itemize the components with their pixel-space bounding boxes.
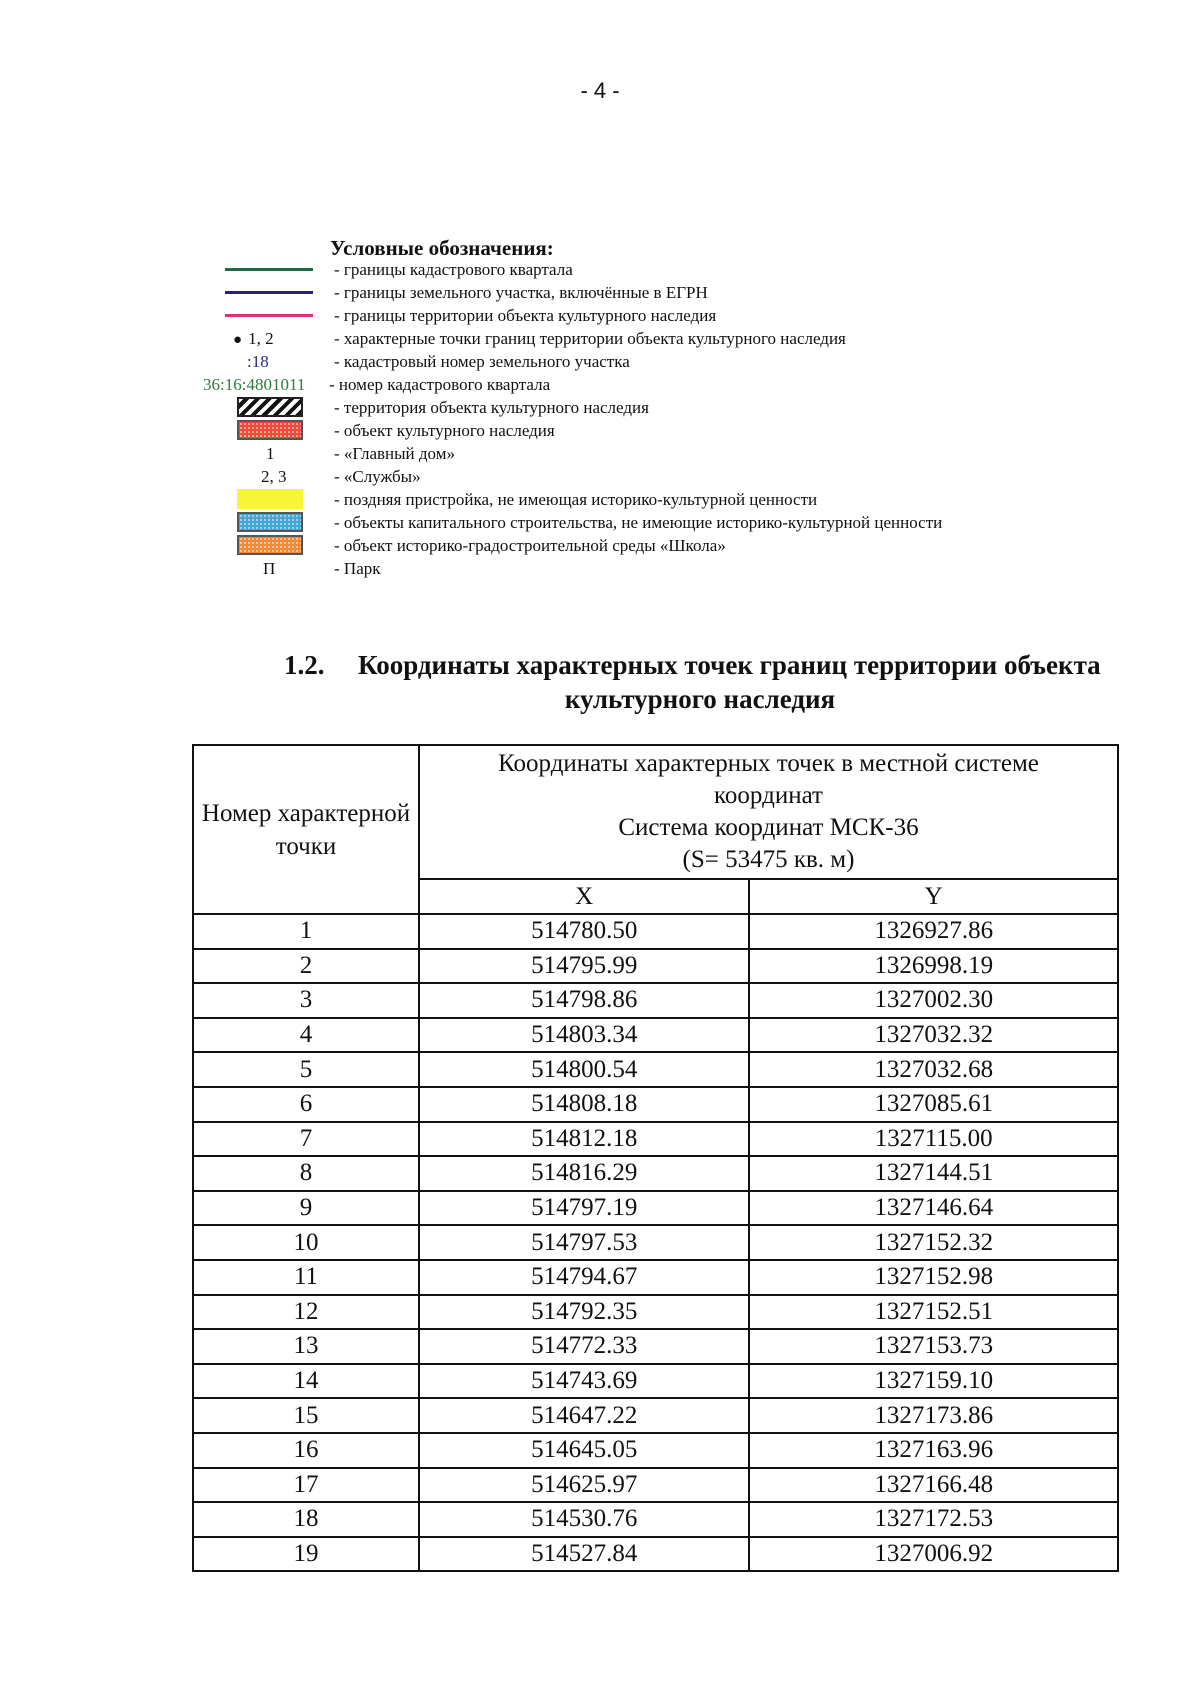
legend-title: Условные обозначения:	[330, 236, 554, 260]
legend-item	[0, 557, 1200, 580]
y-cell: 1327032.32	[749, 1018, 1118, 1053]
legend-text-symbol: 1	[266, 444, 275, 463]
x-cell: 514792.35	[419, 1295, 749, 1330]
legend-color-swatch	[237, 512, 303, 532]
header-line-1: Координаты характерных точек в местной системе	[498, 750, 1039, 777]
legend-item	[0, 373, 1200, 396]
y-cell: 1327006.92	[749, 1537, 1118, 1572]
x-cell: 514794.67	[419, 1260, 749, 1295]
y-cell: 1326927.86	[749, 914, 1118, 949]
y-cell: 1327172.53	[749, 1502, 1118, 1537]
section-title-line-2: культурного наследия	[564, 684, 836, 714]
table-row	[193, 1260, 1118, 1295]
point-number-cell: 2	[193, 949, 419, 984]
legend-text-symbol: 36:16:4801011	[203, 375, 306, 394]
point-number-cell: 3	[193, 983, 419, 1018]
point-number-cell: 9	[193, 1191, 419, 1226]
legend-point-symbol	[233, 327, 274, 352]
x-cell: 514625.97	[419, 1468, 749, 1503]
bullet-point-icon: ●	[233, 332, 243, 348]
x-cell: 514798.86	[419, 983, 749, 1018]
section-number: 1.2.	[284, 650, 325, 680]
y-cell: 1327115.00	[749, 1122, 1118, 1157]
y-cell: 1327153.73	[749, 1329, 1118, 1364]
point-number-cell: 13	[193, 1329, 419, 1364]
point-number-cell: 5	[193, 1052, 419, 1087]
point-number-cell: 7	[193, 1122, 419, 1157]
table-row	[193, 1156, 1118, 1191]
x-cell: 514527.84	[419, 1537, 749, 1572]
y-cell: 1327152.98	[749, 1260, 1118, 1295]
legend-description: - характерные точки границ территории объекта культурного наследия	[334, 329, 846, 348]
point-number-cell: 4	[193, 1018, 419, 1053]
legend-color-swatch	[237, 489, 303, 509]
legend-color-swatch	[237, 420, 303, 440]
legend-item	[0, 327, 1200, 350]
legend-description: - территория объекта культурного наследия	[334, 398, 649, 417]
y-cell: 1327144.51	[749, 1156, 1118, 1191]
header-x: X	[419, 879, 749, 914]
y-cell: 1327146.64	[749, 1191, 1118, 1226]
header-line-4: (S= 53475 кв. м)	[682, 846, 855, 873]
x-cell: 514797.53	[419, 1225, 749, 1260]
point-number-cell: 1	[193, 914, 419, 949]
legend-description: - объекты капитального строительства, не имеющие историко-культурной ценности	[334, 513, 943, 532]
table-row	[193, 1295, 1118, 1330]
table-body	[193, 914, 1118, 1571]
table-row	[193, 949, 1118, 984]
table-row	[193, 1398, 1118, 1433]
legend-description: - номер кадастрового квартала	[329, 375, 551, 394]
legend-item	[0, 396, 1200, 419]
x-cell: 514530.76	[419, 1502, 749, 1537]
y-cell: 1327173.86	[749, 1398, 1118, 1433]
x-cell: 514647.22	[419, 1398, 749, 1433]
legend-item	[0, 350, 1200, 373]
table-row	[193, 1433, 1118, 1468]
table-row	[193, 1364, 1118, 1399]
legend-description: - объект историко-градостроительной среды «Школа»	[334, 536, 726, 555]
point-number-cell: 18	[193, 1502, 419, 1537]
legend-item	[0, 465, 1200, 488]
legend-description: - «Главный дом»	[334, 444, 455, 463]
legend-description: - «Службы»	[334, 467, 421, 486]
x-cell: 514743.69	[419, 1364, 749, 1399]
header-line-2: координат	[714, 782, 823, 809]
table-row	[193, 1329, 1118, 1364]
coordinates-table	[192, 744, 1119, 1572]
table-row	[193, 1468, 1118, 1503]
point-number-cell: 11	[193, 1260, 419, 1295]
x-cell: 514645.05	[419, 1433, 749, 1468]
legend-item	[0, 534, 1200, 557]
legend-item	[0, 281, 1200, 304]
legend-description: - объект культурного наследия	[334, 421, 555, 440]
legend-hatch-swatch	[237, 397, 303, 417]
y-cell: 1327002.30	[749, 983, 1118, 1018]
legend-text-symbol: 2, 3	[261, 467, 287, 486]
legend-description: - границы территории объекта культурного наследия	[334, 306, 717, 325]
table-row	[193, 914, 1118, 949]
header-y: Y	[749, 879, 1118, 914]
legend-line-symbol	[225, 314, 313, 317]
legend-item	[0, 258, 1200, 281]
legend-text-symbol: П	[263, 559, 276, 578]
point-number-cell: 12	[193, 1295, 419, 1330]
table-row	[193, 1225, 1118, 1260]
point-number-cell: 10	[193, 1225, 419, 1260]
table-row	[193, 1191, 1118, 1226]
table-row	[193, 1087, 1118, 1122]
x-cell: 514816.29	[419, 1156, 749, 1191]
x-cell: 514797.19	[419, 1191, 749, 1226]
legend-point-label: 1, 2	[248, 329, 274, 348]
table-row	[193, 1502, 1118, 1537]
legend	[0, 0, 1200, 600]
x-cell: 514803.34	[419, 1018, 749, 1053]
y-cell: 1327166.48	[749, 1468, 1118, 1503]
header-line-3: Система координат МСК-36	[618, 814, 919, 841]
header-point-number: Номер характерной точки	[193, 745, 419, 914]
point-number-cell: 14	[193, 1364, 419, 1399]
legend-line-symbol	[225, 268, 313, 271]
table-row	[193, 1052, 1118, 1087]
legend-description: - кадастровый номер земельного участка	[334, 352, 630, 371]
point-number-cell: 8	[193, 1156, 419, 1191]
y-cell: 1327032.68	[749, 1052, 1118, 1087]
legend-item	[0, 442, 1200, 465]
point-number-cell: 17	[193, 1468, 419, 1503]
table-row	[193, 1018, 1118, 1053]
y-cell: 1326998.19	[749, 949, 1118, 984]
legend-item	[0, 488, 1200, 511]
legend-text-symbol: :18	[247, 352, 269, 371]
y-cell: 1327152.51	[749, 1295, 1118, 1330]
legend-color-swatch	[237, 535, 303, 555]
y-cell: 1327152.32	[749, 1225, 1118, 1260]
x-cell: 514780.50	[419, 914, 749, 949]
legend-description: - Парк	[334, 559, 381, 578]
legend-line-symbol	[225, 291, 313, 294]
legend-item	[0, 511, 1200, 534]
y-cell: 1327159.10	[749, 1364, 1118, 1399]
x-cell: 514795.99	[419, 949, 749, 984]
table-row	[193, 1537, 1118, 1572]
x-cell: 514808.18	[419, 1087, 749, 1122]
legend-item	[0, 304, 1200, 327]
legend-description: - границы кадастрового квартала	[334, 260, 573, 279]
header-coordinates	[419, 745, 1118, 879]
point-number-cell: 19	[193, 1537, 419, 1572]
x-cell: 514812.18	[419, 1122, 749, 1157]
point-number-cell: 6	[193, 1087, 419, 1122]
y-cell: 1327085.61	[749, 1087, 1118, 1122]
point-number-cell: 15	[193, 1398, 419, 1433]
y-cell: 1327163.96	[749, 1433, 1118, 1468]
table-row	[193, 1122, 1118, 1157]
legend-description: - поздняя пристройка, не имеющая историко-культурной ценности	[334, 490, 818, 509]
legend-description: - границы земельного участка, включённые в ЕГРН	[334, 283, 708, 302]
point-number-cell: 16	[193, 1433, 419, 1468]
page-number: - 4 -	[580, 78, 620, 103]
section-title-line-1: Координаты характерных точек границ территории объекта	[358, 650, 1101, 680]
legend-item	[0, 419, 1200, 442]
x-cell: 514772.33	[419, 1329, 749, 1364]
table-row	[193, 983, 1118, 1018]
x-cell: 514800.54	[419, 1052, 749, 1087]
